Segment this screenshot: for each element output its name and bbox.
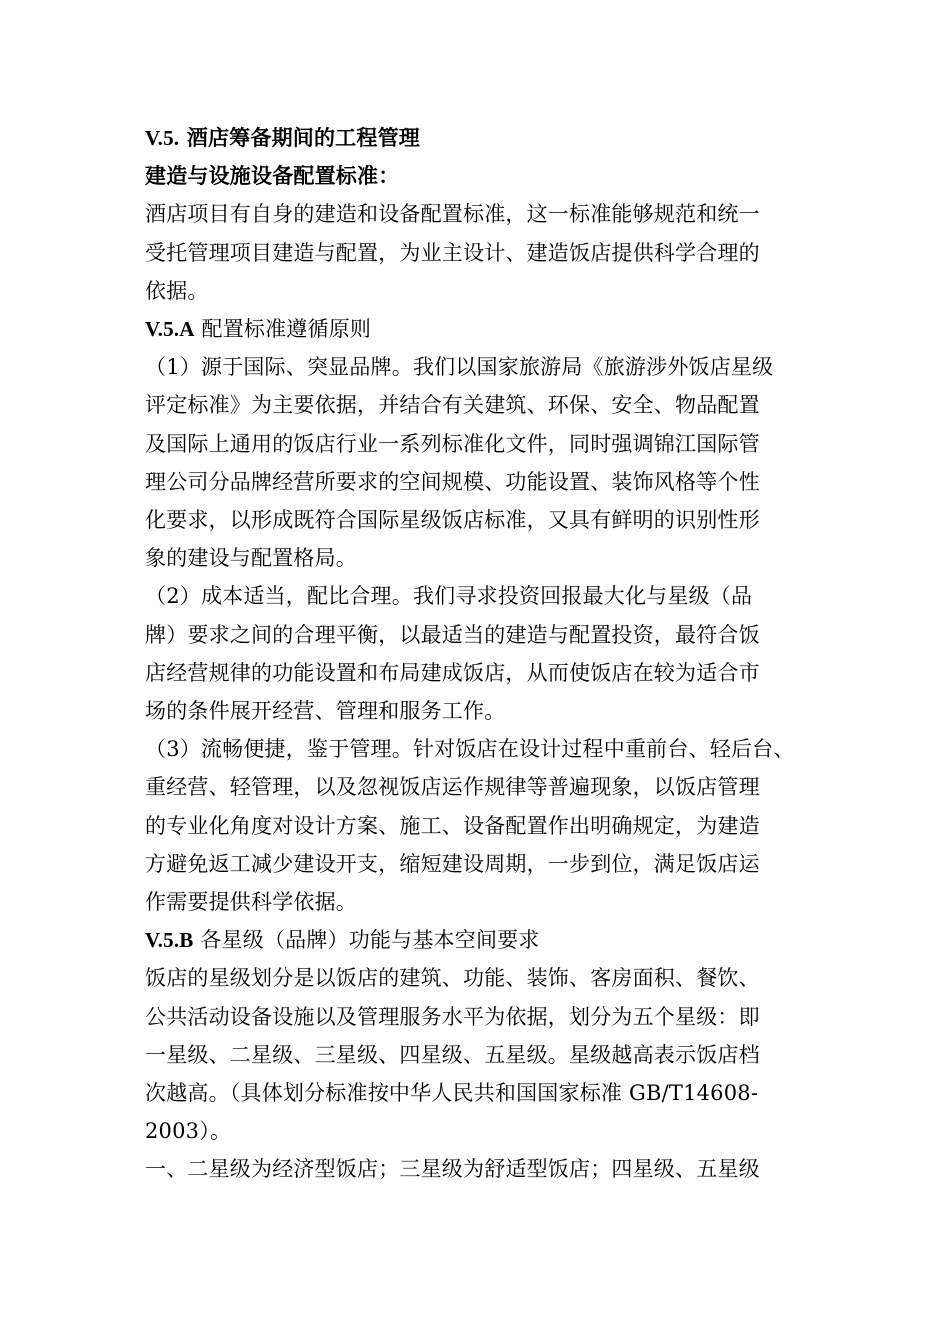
star-line: 2003）。 xyxy=(145,1119,232,1144)
principle-3-line: （3）流畅便捷，鉴于管理。针对饭店在设计过程中重前台、轻后台、 xyxy=(145,737,795,762)
principle-3-line: 的专业化角度对设计方案、施工、设备配置作出明确规定，为建造 xyxy=(145,813,760,838)
heading-main-code: V.5. xyxy=(145,126,180,150)
document-page xyxy=(145,119,825,1189)
intro-line: 受托管理项目建造与配置，为业主设计、建造饭店提供科学合理的 xyxy=(145,240,760,265)
heading-main-text: 酒店筹备期间的工程管理 xyxy=(186,125,420,150)
star-line: 饭店的星级划分是以饭店的建筑、功能、装饰、客房面积、餐饮、 xyxy=(145,966,760,991)
principle-1-line: 及国际上通用的饭店行业一系列标准化文件，同时强调锦江国际管 xyxy=(145,431,760,456)
intro-line: 酒店项目有自身的建造和设备配置标准，这一标准能够规范和统一 xyxy=(145,202,760,227)
principle-1-line: 理公司分品牌经营所要求的空间规模、功能设置、装饰风格等个性 xyxy=(145,469,760,494)
principle-3-line: 作需要提供科学依据。 xyxy=(145,890,357,915)
principle-1-line: 评定标准》为主要依据，并结合有关建筑、环保、安全、物品配置 xyxy=(145,393,760,418)
principle-1-line: （1）源于国际、突显品牌。我们以国家旅游局《旅游涉外饭店星级 xyxy=(145,355,774,380)
principle-1-line: 化要求，以形成既符合国际星级饭店标准，又具有鲜明的识别性形 xyxy=(145,508,760,533)
star-line: 次越高。（具体划分标准按中华人民共和国国家标准 GB/T14608- xyxy=(145,1081,759,1106)
section-b-heading xyxy=(145,921,825,959)
section-a-heading xyxy=(145,310,825,348)
heading-standard: 建造与设施设备配置标准： xyxy=(145,163,400,189)
heading-main xyxy=(145,119,825,157)
principle-2-line: （2）成本适当，配比合理。我们寻求投资回报最大化与星级（品 xyxy=(145,584,753,609)
principle-1-line: 象的建设与配置格局。 xyxy=(145,546,357,571)
last-line: 一、二星级为经济型饭店；三星级为舒适型饭店；四星级、五星级 xyxy=(145,1157,760,1182)
principle-3-line: 方避免返工减少建设开支，缩短建设周期，一步到位，满足饭店运 xyxy=(145,851,760,876)
star-line: 公共活动设备设施以及管理服务水平为依据，划分为五个星级：即 xyxy=(145,1004,760,1029)
intro-line: 依据。 xyxy=(145,278,209,303)
principle-2-line: 场的条件展开经营、管理和服务工作。 xyxy=(145,699,506,724)
principle-2-line: 牌）要求之间的合理平衡，以最适当的建造与配置投资，最符合饭 xyxy=(145,622,760,647)
section-a-code: V.5.A xyxy=(145,317,195,342)
section-b-text: 各星级（品牌）功能与基本空间要求 xyxy=(193,928,540,953)
principle-3-line: 重经营、轻管理，以及忽视饭店运作规律等普遍现象，以饭店管理 xyxy=(145,775,760,800)
star-line: 一星级、二星级、三星级、四星级、五星级。星级越高表示饭店档 xyxy=(145,1042,760,1067)
section-a-text: 配置标准遵循原则 xyxy=(194,317,372,342)
principle-2-line: 店经营规律的功能设置和布局建成饭店，从而使饭店在较为适合市 xyxy=(145,660,760,685)
section-b-code: V.5.B xyxy=(145,928,194,953)
